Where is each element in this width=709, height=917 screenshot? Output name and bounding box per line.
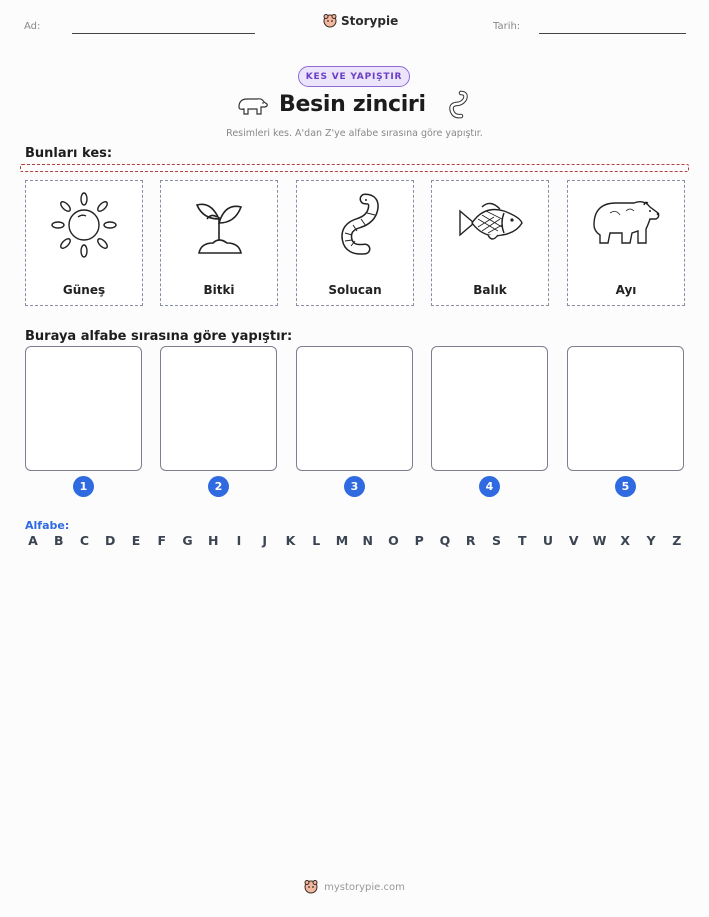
alphabet-letter: F: [157, 533, 167, 548]
alphabet-letter: T: [517, 533, 527, 548]
alphabet-letter: V: [568, 533, 579, 548]
alphabet-letter: S: [491, 533, 501, 548]
footer-url[interactable]: mystorypie.com: [324, 881, 405, 893]
footer: [0, 880, 709, 894]
slot-number-4: 4: [479, 476, 500, 497]
storypie-logo-icon: [323, 14, 337, 28]
alphabet-letter: J: [262, 533, 268, 548]
alphabet-label: Alfabe:: [25, 519, 70, 532]
alphabet-letter: K: [285, 533, 296, 548]
slot-number-3: 3: [344, 476, 365, 497]
alphabet-letter: Q: [439, 533, 451, 548]
alphabet-letter: W: [592, 533, 607, 548]
cut-card-fish[interactable]: [431, 180, 549, 306]
name-line[interactable]: [72, 33, 255, 34]
paste-slot-2[interactable]: [160, 346, 277, 471]
page-title: Besin zinciri: [279, 92, 426, 117]
alphabet-letter: I: [236, 533, 242, 548]
alphabet-letter: N: [362, 533, 373, 548]
alphabet-letter: D: [105, 533, 116, 548]
cut-line: [20, 164, 689, 172]
brand-logo: [323, 14, 398, 28]
slot-number-2: 2: [208, 476, 229, 497]
fish-icon: [454, 189, 526, 261]
card-label-fish: Balık: [473, 283, 507, 297]
instructions: Resimleri kes. A'dan Z'ye alfabe sırasına göre yapıştır.: [226, 128, 483, 139]
plant-icon: [183, 189, 255, 261]
date-label: Tarih:: [493, 21, 521, 32]
brand-name: Storypie: [341, 14, 399, 28]
paste-slot-5[interactable]: [567, 346, 684, 471]
paste-slot-4[interactable]: [431, 346, 548, 471]
paste-heading: Buraya alfabe sırasına göre yapıştır:: [25, 329, 293, 344]
card-label-sun: Güneş: [62, 283, 106, 297]
activity-badge: KES VE YAPIŞTIR: [298, 66, 410, 87]
alphabet-letter: O: [388, 533, 399, 548]
sun-icon: [48, 189, 120, 261]
alphabet-letter: Z: [672, 533, 682, 548]
alphabet-letter: U: [542, 533, 554, 548]
cut-card-sun[interactable]: [25, 180, 143, 306]
alphabet-letter: E: [131, 533, 141, 548]
worm-icon: [319, 189, 391, 261]
alphabet-row: [25, 533, 685, 548]
cut-card-plant[interactable]: [160, 180, 278, 306]
slot-number-1: 1: [73, 476, 94, 497]
bear-decoration-icon: [235, 93, 269, 117]
alphabet-letter: A: [28, 533, 38, 548]
alphabet-letter: R: [465, 533, 476, 548]
alphabet-letter: Y: [646, 533, 656, 548]
alphabet-letter: M: [335, 533, 349, 548]
card-label-plant: Bitki: [203, 283, 235, 297]
alphabet-letter: C: [79, 533, 90, 548]
name-label: Ad:: [24, 21, 41, 32]
alphabet-letter: L: [312, 533, 321, 548]
cut-card-worm[interactable]: [296, 180, 414, 306]
date-line[interactable]: [539, 33, 686, 34]
card-label-worm: Solucan: [328, 283, 382, 297]
alphabet-letter: X: [620, 533, 631, 548]
slot-number-5: 5: [615, 476, 636, 497]
bear-icon: [590, 189, 662, 261]
worm-decoration-icon: [447, 90, 471, 120]
alphabet-letter: B: [53, 533, 64, 548]
storypie-footer-icon: [304, 880, 318, 894]
cut-card-bear[interactable]: [567, 180, 685, 306]
paste-slot-1[interactable]: [25, 346, 142, 471]
alphabet-letter: H: [208, 533, 219, 548]
card-label-bear: Ayı: [615, 283, 637, 297]
alphabet-letter: G: [182, 533, 193, 548]
paste-slot-3[interactable]: [296, 346, 413, 471]
alphabet-letter: P: [414, 533, 424, 548]
cut-heading: Bunları kes:: [25, 146, 113, 161]
